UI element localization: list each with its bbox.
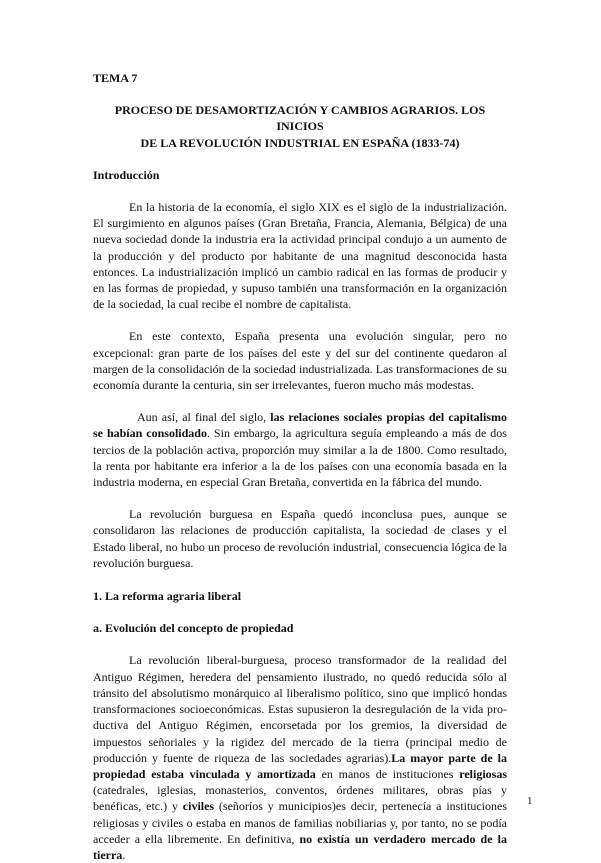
document-title [93,102,507,151]
title-line-2: DE LA REVOLUCIÓN INDUSTRIAL EN ESPAÑA (1833-74) [140,135,460,150]
paragraph-2: En este contexto, España presenta una evolución singular, pero no excepcional: gran parte de los países del este y del sur del continente quedaron al margen de la consolidación de la sociedad industrializada. Las transformaciones de su economía durante la centuria, sin ser irrelevantes, fueron mucho más modestas. [93,329,507,393]
paragraph-5-bold-b: La mayor parte de la propiedad estaba vinculada y amortizada [93,750,507,781]
paragraph-1: En la historia de la economía, el siglo XIX es el siglo de la industrialización. El surgimiento en algunos países (Gran Bretaña, Francia, Alemania, Bélgica) de una nueva sociedad donde la industria era la actividad principal condujo a un aumento de la producción y del producto por habitante de una magnitud desconocida hasta entonces. La industrialización implicó un cambio radical en las formas de producir y en las formas de propiedad, y supuso también una transformación en la organización de la sociedad, la cual recibe el nombre de capitalista. [93,200,507,312]
subsection-a-heading: a. Evolución del concepto de propiedad [93,621,294,636]
theme-label: TEMA 7 [93,71,138,85]
paragraph-5-text-c: en manos de instituciones [315,766,460,781]
page-content [93,70,507,863]
paragraph-5-bold-d: religiosas [459,766,507,781]
title-line-1: PROCESO DE DESAMORTIZACIÓN Y CAMBIOS AGRARIOS. LOS INICIOS [114,103,486,134]
paragraph-5 [93,652,507,863]
intro-heading: Introducción [93,167,160,182]
paragraph-3 [93,409,507,490]
page-number: 1 [527,795,533,807]
paragraph-5-text-g: (señoríos y municipios)es decir, pertenecía a instituciones religiosas y civiles o estaba en manos de familias nobiliarias y, por tanto, no se podía acceder a ella libremente. En definitiva, [93,799,507,846]
paragraph-5-text-e: (catedrales, iglesias, monasterios, conventos, órdenes militares, obras pías y benéficas, etc.) y [93,783,507,814]
section-1-heading: 1. La reforma agraria liberal [93,589,242,604]
paragraph-4: La revolución burguesa en España quedó inconclusa pues, aunque se consolidaron las relaciones de producción capitalista, la sociedad de clases y el Estado liberal, no hubo un proceso de revolución industrial, consecuencia lógica de la revolución burguesa. [93,507,507,570]
paragraph-3-text-a: Aun así, al final del siglo, [137,410,271,425]
paragraph-5-bold-f: civiles [182,799,215,814]
paragraph-5-text-i: . [122,847,126,862]
paragraph-5-text-a: La revolución liberal-burguesa, proceso transformador de la realidad del Antiguo Régimen, heredera del pensamiento ilustrado, no quedó reducida sólo al tránsito del absolutismo monárquico al liberalismo político, sino que implicó hondas transformaciones socioeconómicas. Estas supusieron la desregulación de la vida pro-ductiva del Antiguo Régimen, encorsetada por los gremios, la diversidad de impuestos señoriales y la rigidez del mercado de la tierra (principal medio de producción y fuente de riqueza de las sociedades agrarias). [93,653,507,765]
paragraph-3-text-c: . Sin embargo, la agricultura seguía empleando a más de dos tercios de la población activa, proporción muy similar a la de 1800. Como resultado, la renta por habitante era inferior a la de los países con una economía basada en la industria moderna, en especial Gran Bretaña, convertida en la fábrica del mundo. [93,426,507,490]
paragraph-5-bold-h: no existía un verdadero mercado de la tierra [93,831,507,862]
paragraph-3-bold: las relaciones sociales propias del capitalismo se habían consolidado [93,410,507,441]
